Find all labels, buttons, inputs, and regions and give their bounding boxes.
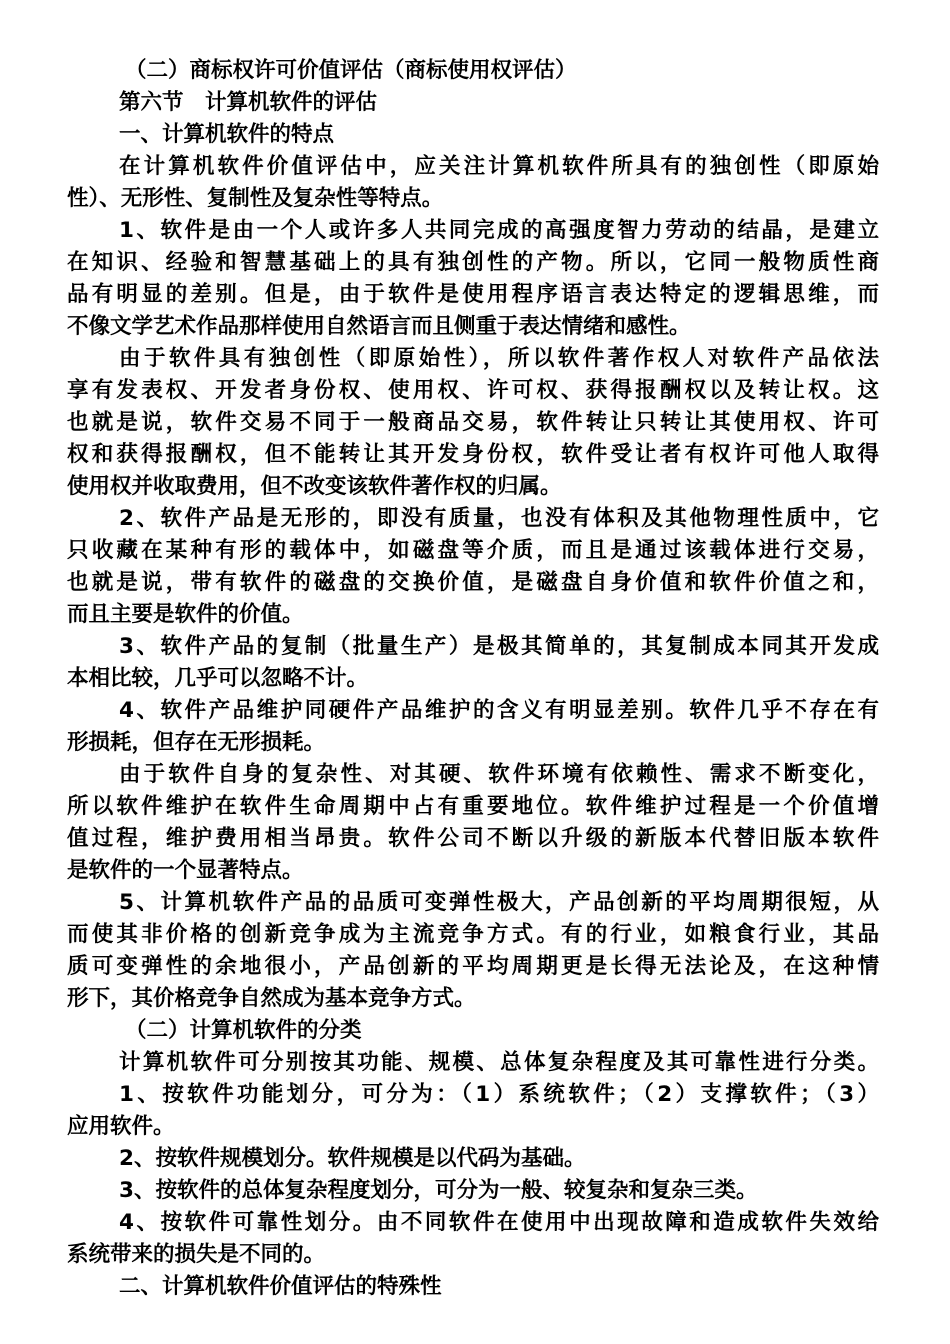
text-line: 品有明显的差别。但是，由于软件是使用程序语言表达特定的逻辑思维，而 — [67, 282, 879, 307]
text-line: 质可变弹性的余地很小，产品创新的平均周期更是长得无法论及，在这种情 — [67, 954, 879, 979]
text-line: 二、计算机软件价值评估的特殊性 — [119, 1274, 442, 1299]
text-line: 一、计算机软件的特点 — [119, 122, 335, 147]
text-line: 1、按软件功能划分，可分为：（1）系统软件；（2）支撑软件；（3） — [119, 1082, 879, 1107]
text-line: 只收藏在某种有形的载体中，如磁盘等介质，而且是通过该载体进行交易， — [67, 538, 879, 563]
text-line: （二）计算机软件的分类 — [125, 1018, 362, 1043]
text-line: 应用软件。 — [67, 1114, 175, 1139]
text-line: 2、软件产品是无形的，即没有质量，也没有体积及其他物理性质中，它 — [119, 506, 879, 531]
document-page — [67, 55, 879, 1303]
text-line: 不像文学艺术作品那样使用自然语言而且侧重于表达情绪和感性。 — [67, 314, 691, 339]
text-line: 也就是说，带有软件的磁盘的交换价值，是磁盘自身价值和软件价值之和， — [67, 570, 879, 595]
text-line: 值过程，维护费用相当昂贵。软件公司不断以升级的新版本代替旧版本软件 — [67, 826, 879, 851]
text-line: 由于软件具有独创性（即原始性），所以软件著作权人对软件产品依法 — [119, 346, 879, 371]
text-line: 1、软件是由一个人或许多人共同完成的高强度智力劳动的结晶，是建立 — [119, 218, 879, 243]
text-line: 4、按软件可靠性划分。由不同软件在使用中出现故障和造成软件失效给 — [119, 1210, 879, 1235]
text-line: 2、按软件规模划分。软件规模是以代码为基础。 — [119, 1146, 586, 1171]
text-line: 所以软件维护在软件生命周期中占有重要地位。软件维护过程是一个价值增 — [67, 794, 879, 819]
text-line: （二）商标权许可价值评估（商标使用权评估） — [125, 58, 577, 83]
text-line: 3、按软件的总体复杂程度划分，可分为一般、较复杂和复杂三类。 — [119, 1178, 758, 1203]
text-line: 是软件的一个显著特点。 — [67, 858, 304, 883]
text-line: 而且主要是软件的价值。 — [67, 602, 304, 627]
text-line: 而使其非价格的创新竞争成为主流竞争方式。有的行业，如粮食行业，其品 — [67, 922, 879, 947]
text-line: 第六节 计算机软件的评估 — [119, 90, 378, 115]
text-line: 形损耗，但存在无形损耗。 — [67, 730, 326, 755]
text-line: 3、软件产品的复制（批量生产）是极其简单的，其复制成本同其开发成 — [119, 634, 879, 659]
text-line: 由于软件自身的复杂性、对其硬、软件环境有依赖性、需求不断变化， — [119, 762, 879, 787]
text-line: 也就是说，软件交易不同于一般商品交易，软件转让只转让其使用权、许可 — [67, 410, 879, 435]
text-line: 计算机软件可分别按其功能、规模、总体复杂程度及其可靠性进行分类。 — [119, 1050, 879, 1075]
text-line: 权和获得报酬权，但不能转让其开发身份权，软件受让者有权许可他人取得 — [67, 442, 879, 467]
text-line: 在知识、经验和智慧基础上的具有独创性的产物。所以，它同一般物质性商 — [67, 250, 879, 275]
text-line: 5、计算机软件产品的品质可变弹性极大，产品创新的平均周期很短，从 — [119, 890, 879, 915]
text-line: 在计算机软件价值评估中，应关注计算机软件所具有的独创性（即原始 — [119, 154, 879, 179]
text-line: 系统带来的损失是不同的。 — [67, 1242, 326, 1267]
text-line: 性）、无形性、复制性及复杂性等特点。 — [67, 186, 444, 211]
text-line: 4、软件产品维护同硬件产品维护的含义有明显差别。软件几乎不存在有 — [119, 698, 879, 723]
text-line: 形下，其价格竞争自然成为基本竞争方式。 — [67, 986, 476, 1011]
text-line: 享有发表权、开发者身份权、使用权、许可权、获得报酬权以及转让权。这 — [67, 378, 879, 403]
text-line: 本相比较，几乎可以忽略不计。 — [67, 666, 369, 691]
text-line: 使用权并收取费用，但不改变该软件著作权的归属。 — [67, 474, 562, 499]
